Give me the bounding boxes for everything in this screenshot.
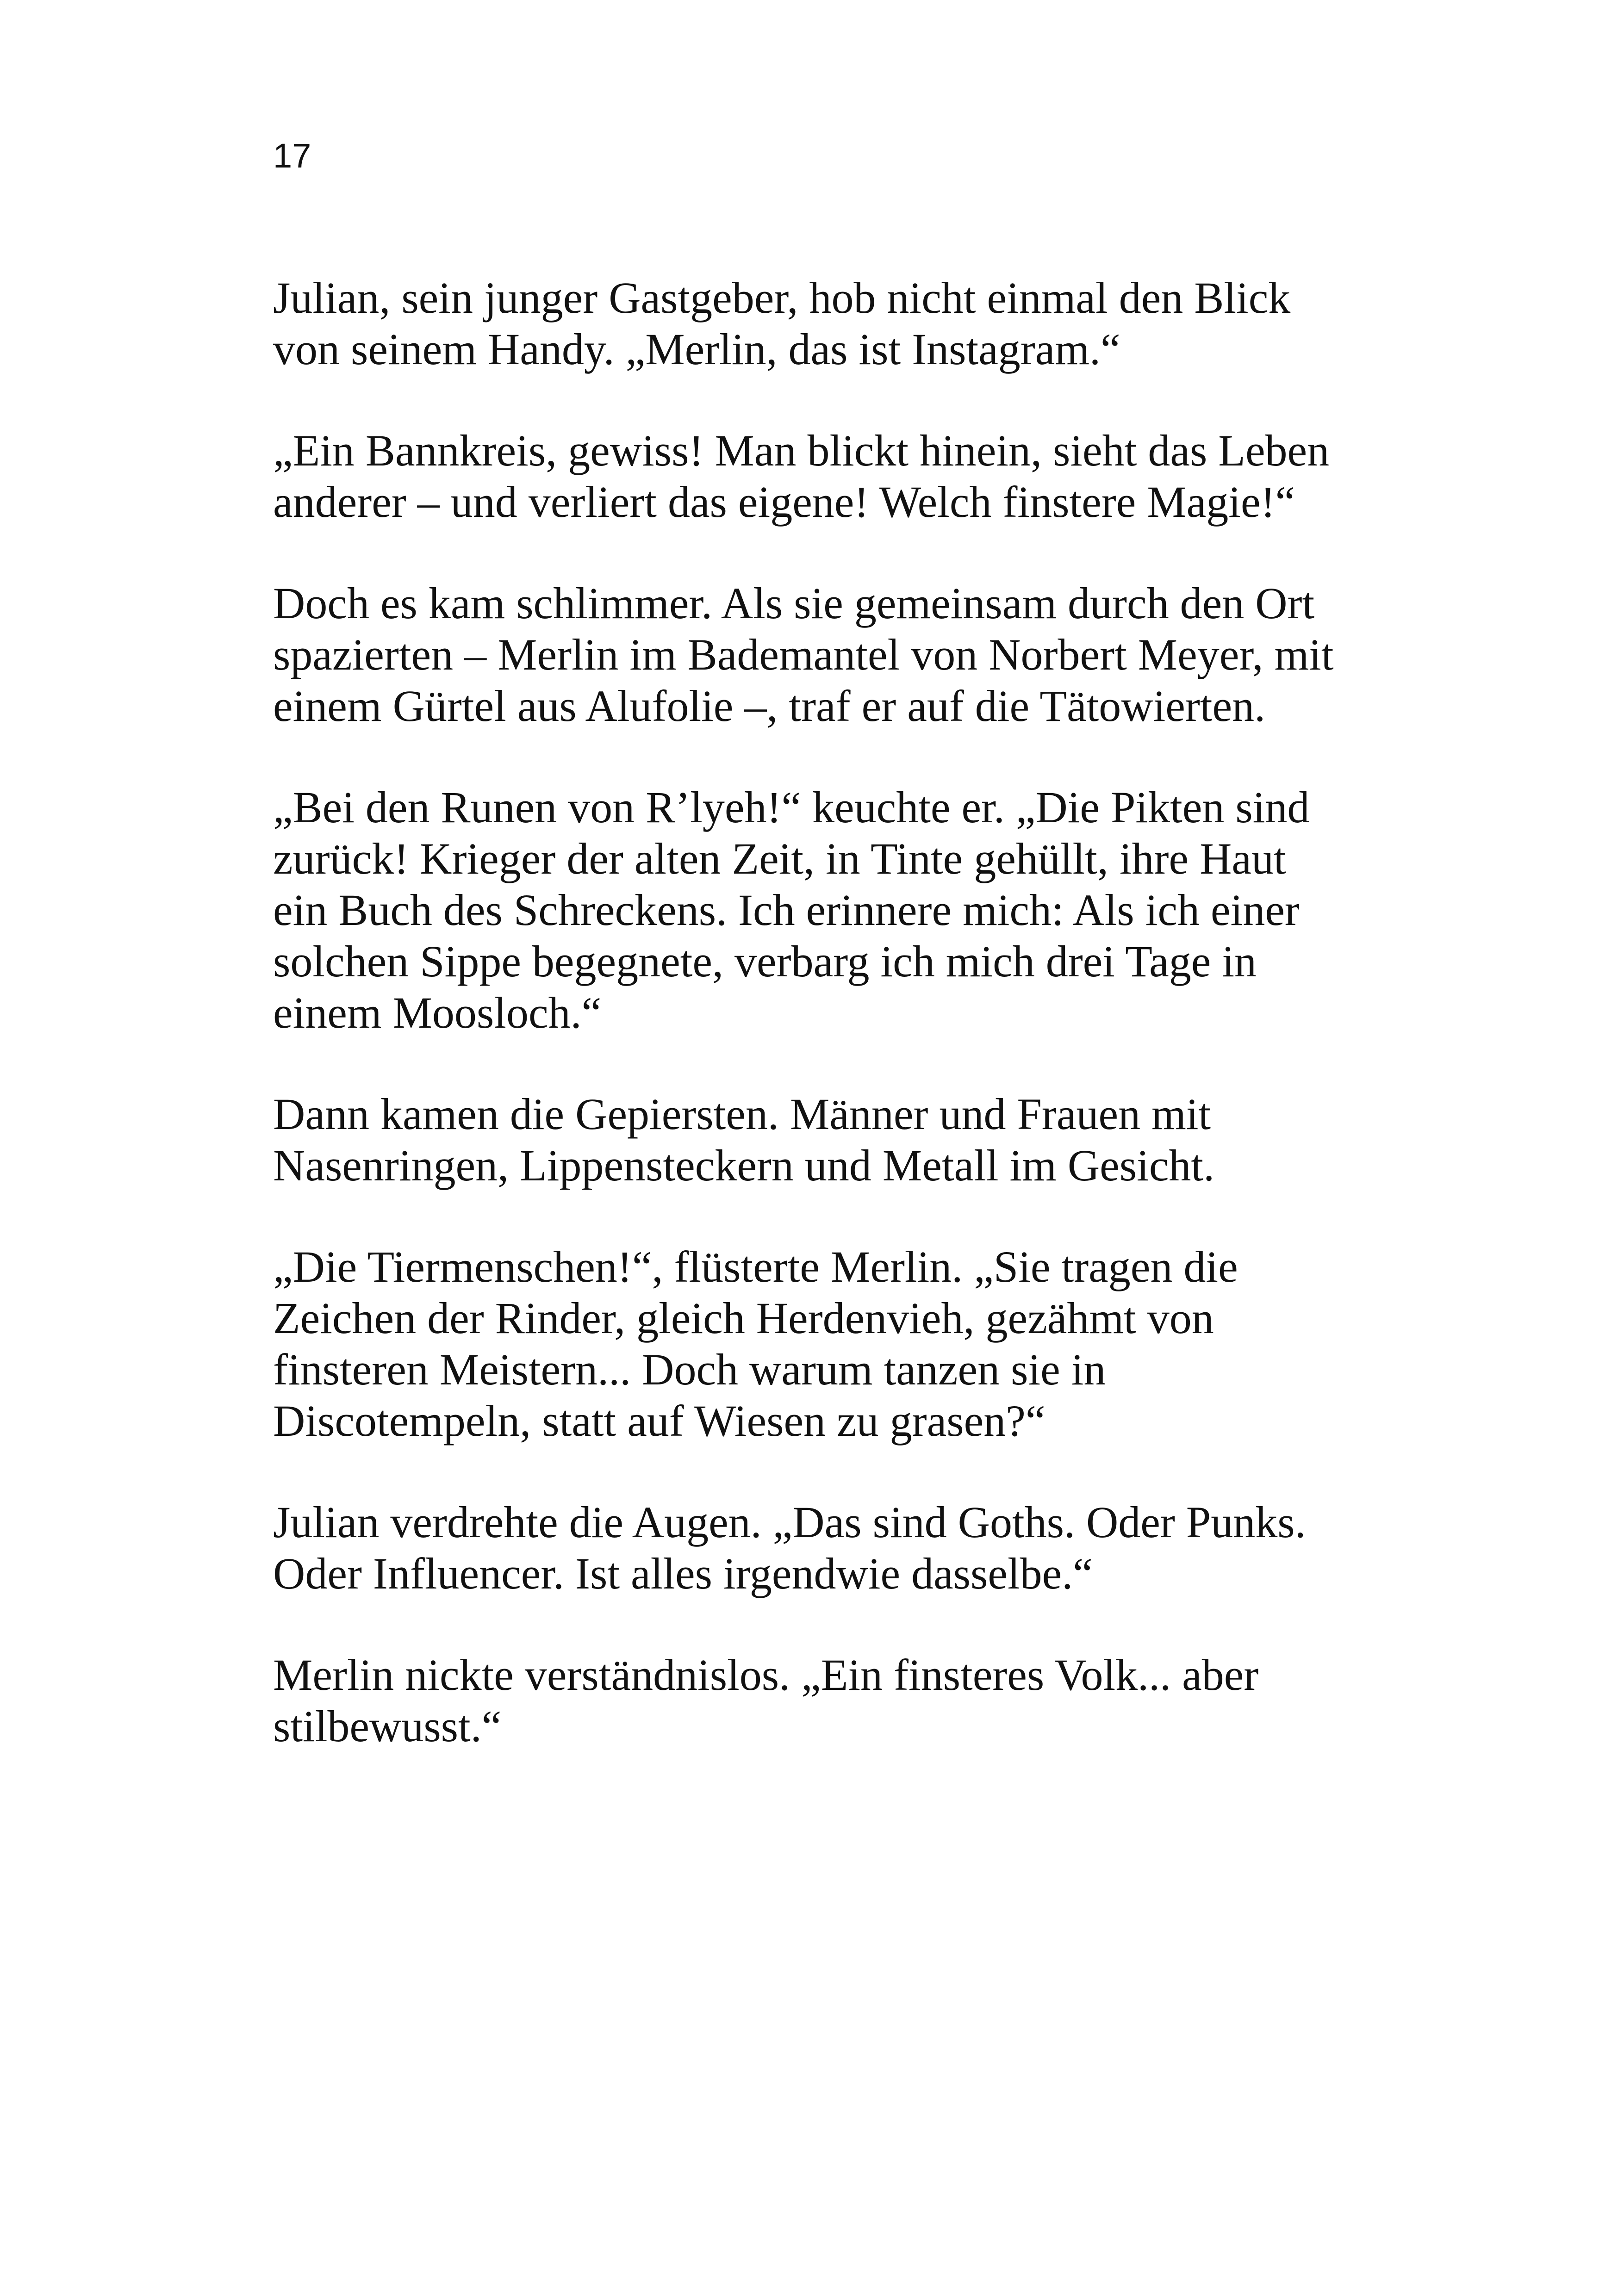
text-line: „Die Tiermenschen!“, flüsterte Merlin. „Sie tragen die	[273, 1242, 1238, 1291]
paragraph	[273, 1088, 1384, 1191]
text-line: Discotempeln, statt auf Wiesen zu grasen?“	[273, 1396, 1045, 1446]
paragraph	[273, 1649, 1384, 1752]
paragraph	[273, 782, 1384, 1038]
text-line: Dann kamen die Gepiersten. Männer und Frauen mit	[273, 1089, 1211, 1139]
text-line: Merlin nickte verständnislos. „Ein finsteres Volk... aber	[273, 1650, 1259, 1700]
paragraph	[273, 577, 1384, 732]
paragraph	[273, 1496, 1384, 1599]
text-line: „Ein Bannkreis, gewiss! Man blickt hinein, sieht das Leben	[273, 426, 1330, 475]
text-line: ein Buch des Schreckens. Ich erinnere mich: Als ich einer	[273, 885, 1300, 935]
text-line: anderer – und verliert das eigene! Welch finstere Magie!“	[273, 477, 1295, 527]
text-line: „Bei den Runen von R’lyeh!“ keuchte er. „Die Pikten sind	[273, 782, 1310, 832]
text-line: Doch es kam schlimmer. Als sie gemeinsam durch den Ort	[273, 578, 1315, 628]
paragraph	[273, 272, 1384, 375]
text-line: einem Gürtel aus Alufolie –, traf er auf die Tätowierten.	[273, 681, 1266, 731]
text-line: spazierten – Merlin im Bademantel von Norbert Meyer, mit	[273, 630, 1334, 679]
text-line: Oder Influencer. Ist alles irgendwie dasselbe.“	[273, 1549, 1093, 1598]
page-number: 17	[273, 137, 311, 175]
text-line: von seinem Handy. „Merlin, das ist Instagram.“	[273, 324, 1120, 374]
text-line: solchen Sippe begegnete, verbarg ich mich drei Tage in	[273, 937, 1257, 986]
text-line: Nasenringen, Lippensteckern und Metall im Gesicht.	[273, 1141, 1215, 1190]
text-line: stilbewusst.“	[273, 1701, 502, 1751]
text-line: einem Moosloch.“	[273, 988, 602, 1037]
text-line: zurück! Krieger der alten Zeit, in Tinte gehüllt, ihre Haut	[273, 834, 1286, 883]
paragraph	[273, 425, 1384, 527]
body-text	[273, 272, 1384, 1802]
text-line: Zeichen der Rinder, gleich Herdenvieh, gezähmt von	[273, 1293, 1214, 1343]
text-line: finsteren Meistern... Doch warum tanzen sie in	[273, 1345, 1106, 1394]
text-line: Julian, sein junger Gastgeber, hob nicht einmal den Blick	[273, 273, 1291, 323]
text-line: Julian verdrehte die Augen. „Das sind Goths. Oder Punks.	[273, 1497, 1306, 1547]
paragraph	[273, 1241, 1384, 1446]
